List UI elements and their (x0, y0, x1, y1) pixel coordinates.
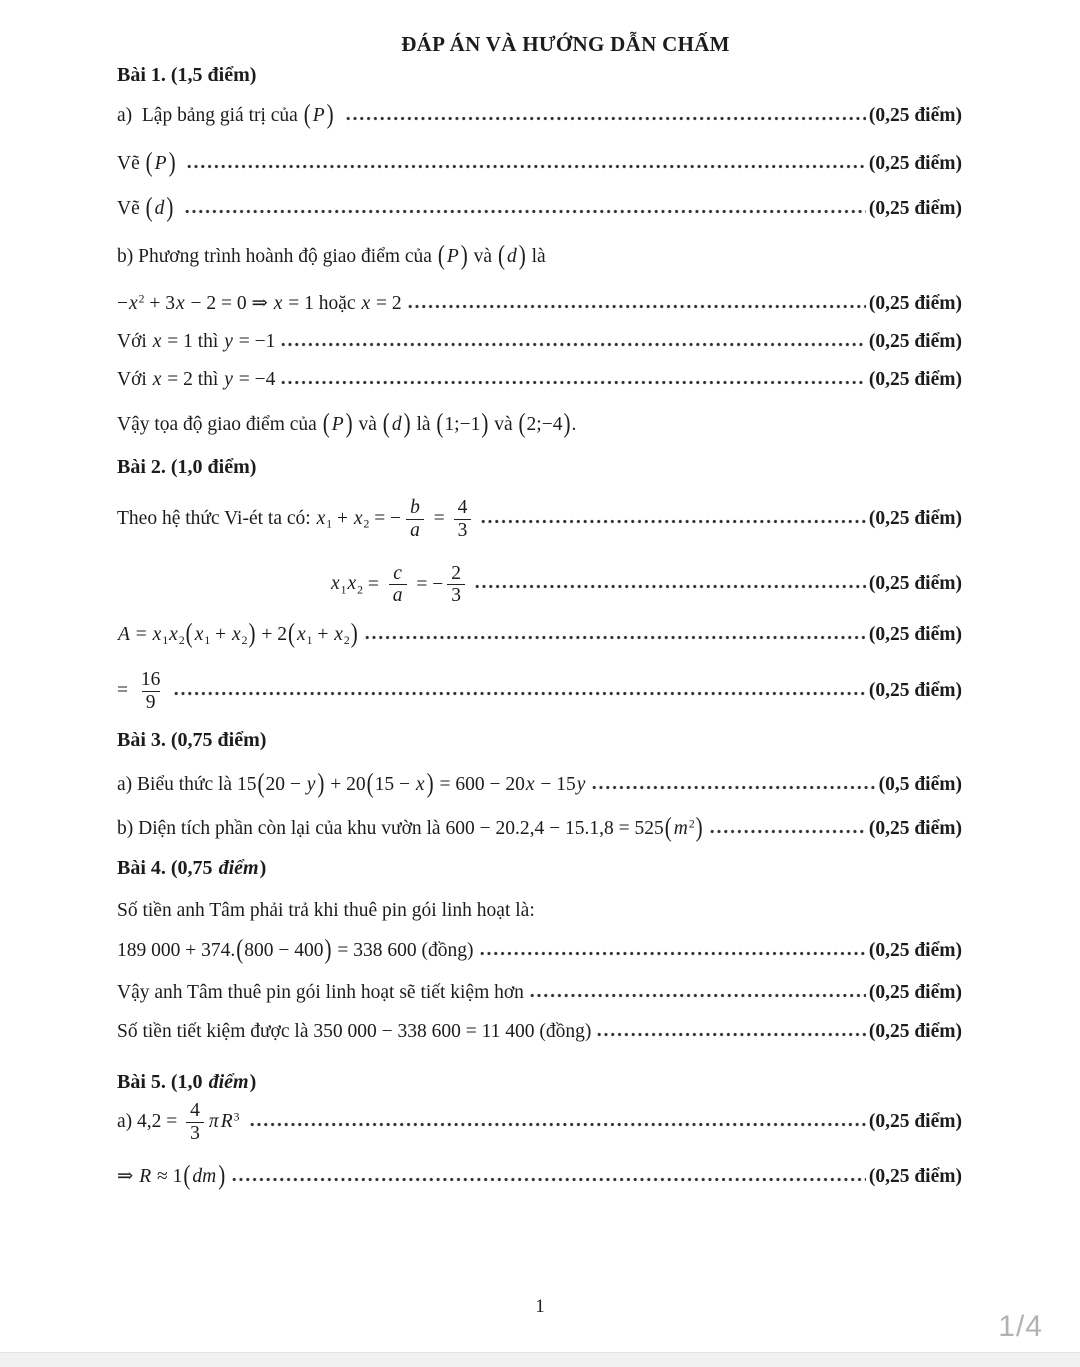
left-paren: ( (185, 617, 193, 649)
superscript: 2 (138, 292, 145, 306)
math-italic: x (176, 292, 185, 314)
text-run: ) (249, 1071, 257, 1094)
dot-leader (597, 1032, 865, 1037)
math-italic: y (224, 330, 233, 352)
document-line (117, 980, 962, 1005)
text-run: ⇒ (117, 1165, 139, 1187)
text-run: + 3 (144, 292, 175, 314)
line-content (117, 727, 266, 753)
text-run: = − (411, 573, 444, 595)
points-label: (0,25 điểm) (868, 624, 962, 646)
line-content (117, 980, 524, 1005)
text-run: + 2 (256, 624, 287, 646)
points-label: (0,25 điểm) (868, 940, 962, 962)
points-label: (0,25 điểm) (868, 1110, 962, 1132)
math-italic: d (506, 246, 517, 268)
math-italic: P (154, 153, 167, 175)
document-line (117, 898, 962, 923)
subscript: 1 (326, 517, 333, 531)
text-run: = 600 − 20 (434, 774, 525, 796)
subscript: 1 (306, 634, 313, 648)
text-run: a) Biểu thức là 15 (117, 774, 257, 796)
page-number: 1 (535, 1296, 545, 1317)
math-italic: x (331, 573, 340, 595)
text-run: Vậy anh Tâm thuê pin gói linh hoạt sẽ tiết kiệm hơn (117, 982, 524, 1004)
fraction-numerator: 2 (451, 562, 461, 584)
section-heading (117, 1069, 962, 1095)
right-paren: ) (166, 190, 174, 223)
line-content (117, 1069, 256, 1095)
math-italic: m (673, 818, 688, 840)
math-italic: P (312, 105, 325, 126)
math-italic: y (224, 369, 233, 391)
dot-leader (250, 1122, 866, 1127)
text-run: = 2 (371, 292, 402, 314)
text-run: Vẽ (117, 153, 145, 175)
math-italic: x (231, 624, 241, 646)
text-run (239, 1111, 244, 1132)
points-label: (0,25 điểm) (868, 982, 962, 1004)
text-run: Theo hệ thức Vi-ét ta có: (117, 507, 316, 529)
text-run: 2;−4 (526, 413, 563, 435)
text-run: Số tiền tiết kiệm được là 350 000 − 338 600 = 11 400 (đồng) (117, 1020, 592, 1042)
document-line (117, 811, 962, 844)
line-content (117, 497, 475, 542)
fraction-numerator: c (393, 562, 402, 584)
fraction (405, 497, 425, 542)
text-run: Với (117, 369, 152, 391)
points-label: (0,25 điểm) (868, 369, 962, 391)
section-heading (117, 454, 962, 480)
math-italic: P (446, 246, 459, 268)
line-content (117, 1019, 591, 1044)
line-content (117, 1158, 226, 1191)
dot-leader (710, 829, 866, 834)
points-label: (0,25 điểm) (868, 680, 962, 702)
math-italic: x (415, 774, 425, 796)
text-run: b) Phương trình hoành độ giao điểm của (117, 246, 437, 268)
subscript: 2 (357, 583, 363, 597)
line-content (117, 766, 586, 799)
line-content (117, 855, 266, 881)
content-lines (117, 62, 962, 1189)
text-run: Bài 1. (1,5 điểm) (117, 64, 257, 86)
line-content (117, 190, 179, 223)
right-paren: ) (350, 617, 358, 649)
subscript: 2 (241, 634, 248, 648)
left-paren: ( (322, 406, 330, 439)
line-content (117, 239, 546, 271)
section-heading (117, 855, 962, 881)
text-run: = −1 (233, 330, 276, 352)
points-label: (0,25 điểm) (868, 153, 962, 175)
dot-leader (475, 584, 866, 589)
line-content (117, 97, 340, 130)
left-paren: ( (497, 239, 505, 271)
math-italic: điểm (208, 1071, 249, 1094)
superscript: 3 (233, 1110, 240, 1124)
subscript: 1 (204, 634, 211, 648)
text-run (174, 198, 179, 219)
text-run: = − (369, 507, 402, 529)
text-run: 800 − 400 (244, 940, 324, 962)
math-italic: điểm (218, 856, 259, 879)
dot-leader (185, 209, 866, 214)
math-italic: x (194, 624, 204, 646)
document-line (117, 367, 962, 392)
line-content (117, 454, 256, 480)
subscript: 1 (162, 634, 169, 648)
line-content (117, 62, 256, 88)
line-content (117, 291, 402, 316)
left-paren: ( (382, 406, 390, 439)
document-line (117, 933, 962, 965)
math-italic: x (347, 573, 357, 595)
right-paren: ) (563, 406, 571, 439)
document-line (117, 406, 962, 439)
line-content (117, 617, 359, 649)
dot-leader (481, 519, 866, 524)
document-line (117, 1158, 962, 1191)
math-italic: x (296, 624, 306, 646)
text-run: 20 − (265, 774, 306, 796)
math-italic: R (220, 1110, 233, 1132)
subscript: 1 (340, 583, 347, 597)
fraction-numerator: 4 (457, 496, 468, 518)
text-run: Bài 3. (0,75 điểm) (117, 729, 267, 752)
math-italic: x (525, 774, 535, 796)
math-italic: R (139, 1165, 152, 1187)
right-paren: ) (403, 406, 411, 439)
document-line (117, 1019, 962, 1044)
right-paren: ) (481, 406, 489, 439)
line-content (117, 898, 535, 923)
left-paren: ( (366, 766, 374, 799)
fraction-denominator: 3 (454, 519, 472, 542)
points-label: (0,5 điểm) (878, 774, 962, 796)
math-italic: x (361, 292, 371, 314)
left-paren: ( (236, 933, 244, 965)
math-italic: x (152, 330, 162, 352)
math-italic: dm (192, 1165, 217, 1187)
fraction-denominator: 3 (186, 1122, 204, 1145)
dot-leader (174, 691, 865, 696)
dot-leader (281, 380, 866, 385)
fraction (447, 563, 465, 608)
document-line (117, 766, 962, 799)
points-label: (0,25 điểm) (868, 507, 962, 529)
text-run (177, 153, 182, 174)
fraction-denominator: a (406, 519, 424, 542)
text-run: a) Lập bảng giá trị của (117, 105, 303, 126)
line-content (117, 933, 474, 965)
math-italic: P (331, 413, 344, 435)
document-line (117, 291, 962, 316)
text-run: = 1 thì (162, 330, 224, 352)
points-label: (0,25 điểm) (868, 197, 962, 219)
left-paren: ( (145, 146, 153, 178)
line-content (330, 563, 469, 608)
text-run: + 20 (325, 774, 366, 796)
math-italic: x (152, 369, 162, 391)
text-run: Vậy tọa độ giao điểm của (117, 413, 322, 435)
right-paren: ) (695, 811, 703, 844)
left-paren: ( (303, 97, 311, 130)
text-run: − 15 (535, 774, 576, 796)
fraction (388, 563, 408, 608)
math-italic: A (118, 624, 130, 646)
document-line (117, 617, 962, 649)
line-content (117, 811, 704, 844)
bottom-strip (0, 1352, 1080, 1367)
text-run: ) (259, 856, 267, 879)
subscript: 2 (178, 634, 185, 648)
text-run: và (468, 246, 497, 268)
right-paren: ) (317, 766, 325, 799)
math-italic: y (576, 774, 586, 796)
document-line (117, 1100, 962, 1145)
text-run: 15 − (374, 774, 415, 796)
points-label: (0,25 điểm) (868, 1165, 962, 1187)
left-paren: ( (257, 766, 265, 799)
line-content (117, 329, 275, 354)
math-italic: x (316, 507, 326, 529)
document-line (117, 497, 962, 542)
right-paren: ) (426, 766, 434, 799)
text-run: = 2 thì (162, 369, 224, 391)
math-italic: x (129, 292, 138, 314)
text-run: Bài 5. (1,0 (117, 1071, 208, 1094)
text-run: 189 000 + 374. (117, 940, 236, 962)
left-paren: ( (287, 617, 295, 649)
right-paren: ) (168, 146, 176, 178)
document-line (117, 190, 962, 223)
text-run: = −4 (233, 369, 276, 391)
section-heading (117, 727, 962, 753)
document-line (330, 563, 962, 608)
text-run: ≈ 1 (152, 1165, 183, 1187)
math-italic: d (391, 413, 402, 435)
text-run (335, 105, 340, 126)
math-italic: x (353, 507, 363, 529)
points-label: (0,25 điểm) (868, 1020, 962, 1042)
text-run: − (117, 292, 128, 314)
text-run: Vẽ (117, 197, 145, 219)
section-heading (117, 62, 962, 88)
fraction-denominator: a (389, 584, 407, 607)
math-italic: x (169, 624, 178, 646)
page-indicator-overlay: 1/4 (998, 1310, 1043, 1343)
right-paren: ) (248, 617, 256, 649)
fraction-numerator: 16 (140, 669, 161, 691)
dot-leader (408, 304, 866, 309)
document-line (117, 669, 962, 714)
text-run: a) 4,2 = (117, 1110, 183, 1132)
text-run: = 1 hoặc (283, 292, 361, 314)
right-paren: ) (218, 1158, 226, 1191)
points-label: (0,25 điểm) (868, 292, 962, 314)
line-content (117, 406, 577, 439)
line-content (117, 146, 181, 178)
right-paren: ) (518, 239, 526, 271)
document-line (117, 146, 962, 178)
dot-leader (346, 116, 866, 121)
line-content (117, 1100, 244, 1145)
dot-leader (281, 342, 866, 347)
dot-leader (187, 164, 865, 169)
fraction (454, 497, 472, 542)
superscript: 2 (688, 818, 695, 832)
right-paren: ) (324, 933, 332, 965)
text-run: + (312, 624, 334, 646)
math-italic: x (334, 624, 343, 646)
text-run: . (571, 413, 577, 435)
text-run: Bài 2. (1,0 điểm) (117, 455, 257, 478)
text-run: = (117, 680, 133, 702)
text-run: − 2 = 0 ⇒ (185, 292, 273, 314)
text-run: Số tiền anh Tâm phải trả khi thuê pin gói linh hoạt là: (117, 899, 535, 921)
text-run: = (428, 507, 450, 529)
document-line (117, 239, 962, 271)
right-paren: ) (345, 406, 353, 439)
text-run: + (210, 624, 231, 646)
line-content (117, 367, 275, 392)
text-run: = (363, 573, 384, 595)
text-run: Bài 4. (0,75 (117, 856, 218, 879)
left-paren: ( (437, 239, 445, 271)
text-run: và (489, 413, 518, 435)
left-paren: ( (664, 811, 672, 844)
fraction (186, 1100, 204, 1145)
text-run: là (526, 246, 546, 268)
page-title: ĐÁP ÁN VÀ HƯỚNG DẪN CHẤM (401, 32, 730, 56)
math-italic: x (273, 292, 283, 314)
left-paren: ( (183, 1158, 191, 1191)
text-run: b) Diện tích phần còn lại của khu vườn là 600 − 20.2,4 − 15.1,8 = 525 (117, 818, 664, 840)
document-line (117, 329, 962, 354)
dot-leader (530, 993, 866, 998)
points-label: (0,25 điểm) (868, 573, 962, 595)
fraction-numerator: 4 (190, 1100, 200, 1122)
text-run: và (353, 413, 382, 435)
dot-leader (232, 1177, 866, 1182)
subscript: 2 (363, 517, 370, 531)
points-label: (0,25 điểm) (868, 330, 962, 352)
points-label: (0,25 điểm) (868, 105, 962, 126)
dot-leader (592, 785, 875, 790)
left-paren: ( (518, 406, 526, 439)
fraction-denominator: 9 (142, 691, 160, 714)
points-label: (0,25 điểm) (868, 818, 962, 840)
math-italic: π (208, 1110, 219, 1132)
line-content (117, 669, 168, 714)
left-paren: ( (145, 190, 153, 223)
text-run: = (130, 624, 152, 646)
right-paren: ) (460, 239, 468, 271)
text-run: Với (117, 330, 152, 352)
fraction-denominator: 3 (447, 584, 465, 607)
fraction (137, 669, 165, 714)
left-paren: ( (436, 406, 444, 439)
math-italic: x (152, 624, 162, 646)
dot-leader (365, 635, 866, 640)
text-run: 1;−1 (444, 413, 481, 435)
math-italic: d (154, 197, 165, 219)
text-run: + (332, 507, 353, 529)
text-run: = 338 600 (đồng) (332, 940, 474, 962)
fraction-numerator: b (410, 496, 420, 518)
text-run: là (411, 413, 436, 435)
right-paren: ) (326, 97, 334, 130)
math-italic: y (306, 774, 316, 796)
document-line (117, 97, 962, 130)
dot-leader (480, 951, 866, 956)
subscript: 2 (343, 634, 350, 648)
